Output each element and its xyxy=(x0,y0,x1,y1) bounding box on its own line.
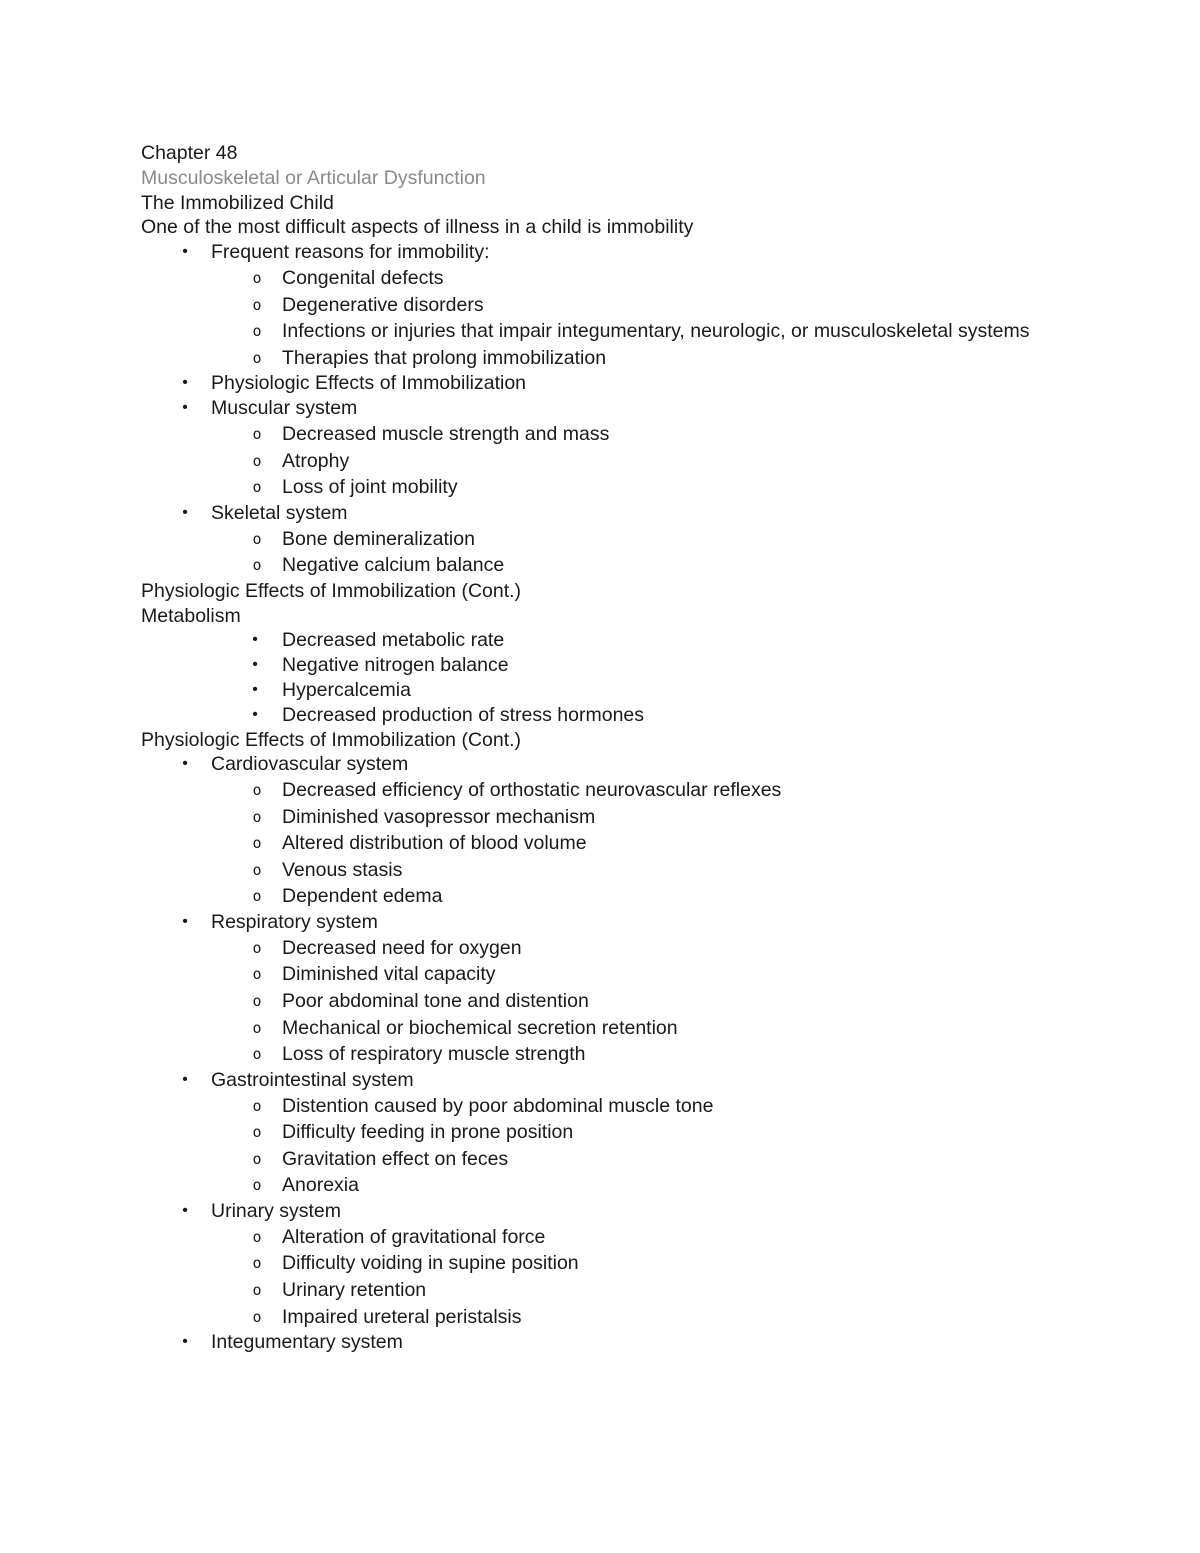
bullet-item xyxy=(141,501,1101,526)
sub-bullet-glyph: o xyxy=(252,322,262,341)
sub-bullet-item xyxy=(141,318,1101,345)
sub-bullet-glyph: o xyxy=(252,1018,262,1037)
sub-bullet-glyph: o xyxy=(252,348,262,367)
bullet-text: Integumentary system xyxy=(211,1331,403,1354)
sub-bullet-item xyxy=(141,1277,1101,1304)
sub-bullet-glyph: o xyxy=(252,451,262,470)
sub-bullet-glyph: o xyxy=(252,424,262,443)
sub-bullet-glyph: o xyxy=(252,965,262,984)
section-subheading: Metabolism xyxy=(141,604,241,627)
sub-bullet-glyph: o xyxy=(252,938,262,957)
bullet-glyph: • xyxy=(182,755,188,773)
sub-bullet-text: Venous stasis xyxy=(282,858,403,881)
bullet-item xyxy=(141,1068,1101,1093)
sub-bullet-text: Alteration of gravitational force xyxy=(282,1225,546,1248)
bullet-text: Urinary system xyxy=(211,1200,342,1222)
sub-bullet-glyph: o xyxy=(252,807,262,826)
sub-bullet-item xyxy=(141,421,1101,448)
bullet-glyph: • xyxy=(182,1333,188,1351)
sub-bullet-item xyxy=(141,935,1101,962)
bullet-text: Decreased metabolic rate xyxy=(282,629,505,652)
sub-bullet-item xyxy=(141,448,1101,475)
sub-bullet-glyph: o xyxy=(252,1307,262,1326)
sub-bullet-item xyxy=(141,1041,1101,1068)
sub-bullet-text: Decreased muscle strength and mass xyxy=(282,422,610,445)
sub-bullet-item xyxy=(141,883,1101,910)
sub-bullet-text: Bone demineralization xyxy=(282,527,475,550)
bullet-item xyxy=(141,678,1101,703)
sub-bullet-glyph: o xyxy=(252,781,262,800)
bullet-item xyxy=(141,628,1101,653)
bullet-item xyxy=(141,910,1101,935)
sub-bullet-text: Diminished vital capacity xyxy=(282,963,496,986)
sub-bullet-item xyxy=(141,857,1101,884)
sub-bullet-text: Congenital defects xyxy=(282,266,444,289)
sub-bullet-glyph: o xyxy=(252,992,262,1011)
sub-bullet-item xyxy=(141,1119,1101,1146)
sub-bullet-text: Difficulty voiding in supine position xyxy=(282,1252,579,1275)
sub-bullet-item xyxy=(141,830,1101,857)
sub-bullet-glyph: o xyxy=(252,1227,262,1246)
bullet-text: Respiratory system xyxy=(211,911,378,934)
sub-bullet-item xyxy=(141,1224,1101,1251)
sub-bullet-glyph: o xyxy=(252,1123,262,1142)
sub-bullet-glyph: o xyxy=(252,1254,262,1273)
bullet-text: Cardiovascular system xyxy=(211,753,409,776)
bullet-text: Decreased production of stress hormones xyxy=(282,703,645,726)
sub-bullet-glyph: o xyxy=(252,1176,262,1195)
bullet-text: Hypercalcemia xyxy=(282,678,411,701)
sub-bullet-text: Impaired ureteral peristalsis xyxy=(282,1305,522,1328)
sub-bullet-glyph: o xyxy=(252,834,262,853)
sub-bullet-glyph: o xyxy=(252,860,262,879)
sub-bullet-text: Distention caused by poor abdominal muscle tone xyxy=(282,1094,714,1117)
sub-bullet-item xyxy=(141,804,1101,831)
bullet-glyph: • xyxy=(252,631,258,649)
bullet-glyph: • xyxy=(182,399,188,417)
sub-bullet-text: Degenerative disorders xyxy=(282,293,484,316)
section-heading: Physiologic Effects of Immobilization (Cont.) xyxy=(141,728,522,751)
sub-bullet-glyph: o xyxy=(252,478,262,497)
bullet-glyph: • xyxy=(182,503,188,521)
bullet-glyph: • xyxy=(182,243,188,261)
intro-text: One of the most difficult aspects of illness in a child is immobility xyxy=(141,216,694,239)
document-page xyxy=(141,141,1101,1355)
sub-bullet-text: Anorexia xyxy=(282,1174,359,1197)
sub-bullet-text: Negative calcium balance xyxy=(282,554,505,577)
sub-bullet-text: Difficulty feeding in prone position xyxy=(282,1121,574,1144)
bullet-item xyxy=(141,240,1101,265)
sub-bullet-item xyxy=(141,1304,1101,1331)
bullet-text: Negative nitrogen balance xyxy=(282,654,509,677)
sub-bullet-item xyxy=(141,1015,1101,1042)
sub-bullet-text: Diminished vasopressor mechanism xyxy=(282,805,596,828)
bullet-item xyxy=(141,396,1101,421)
chapter-heading: Chapter 48 xyxy=(141,142,238,164)
sub-bullet-text: Decreased need for oxygen xyxy=(282,936,522,959)
sub-bullet-text: Infections or injuries that impair integumentary, neurologic, or musculoskeletal systems xyxy=(282,320,1030,343)
bullet-text: Frequent reasons for immobility: xyxy=(211,241,490,264)
bullet-glyph: • xyxy=(182,1202,188,1219)
bullet-glyph: • xyxy=(252,705,258,723)
sub-bullet-item xyxy=(141,345,1101,372)
sub-bullet-text: Gravitation effect on feces xyxy=(282,1147,509,1170)
sub-bullet-item xyxy=(141,1172,1101,1199)
bullet-text: Skeletal system xyxy=(211,501,348,524)
sub-bullet-text: Decreased efficiency of orthostatic neurovascular reflexes xyxy=(282,779,782,802)
sub-bullet-glyph: o xyxy=(252,1096,262,1115)
sub-bullet-glyph: o xyxy=(252,887,262,906)
bullet-item xyxy=(141,752,1101,777)
sub-bullet-item xyxy=(141,265,1101,292)
bullet-item xyxy=(141,1199,1101,1224)
sub-bullet-glyph: o xyxy=(252,1045,262,1064)
sub-bullet-text: Loss of respiratory muscle strength xyxy=(282,1043,586,1066)
bullet-item xyxy=(141,1330,1101,1355)
sub-bullet-item xyxy=(141,777,1101,804)
sub-bullet-item xyxy=(141,1146,1101,1173)
sub-bullet-glyph: o xyxy=(252,529,262,548)
sub-bullet-text: Mechanical or biochemical secretion retention xyxy=(282,1016,678,1039)
sub-bullet-item xyxy=(141,552,1101,579)
sub-bullet-text: Poor abdominal tone and distention xyxy=(282,990,589,1013)
bullet-glyph: • xyxy=(182,913,188,931)
section-title: The Immobilized Child xyxy=(141,191,334,214)
sub-bullet-text: Altered distribution of blood volume xyxy=(282,832,587,855)
sub-bullet-glyph: o xyxy=(252,268,262,287)
section-heading: Physiologic Effects of Immobilization (Cont.) xyxy=(141,579,522,602)
bullet-text: Physiologic Effects of Immobilization xyxy=(211,372,527,395)
bullet-item xyxy=(141,653,1101,678)
sub-bullet-item xyxy=(141,474,1101,501)
sub-bullet-text: Atrophy xyxy=(282,449,350,472)
bullet-glyph: • xyxy=(252,680,258,698)
sub-bullet-text: Urinary retention xyxy=(282,1278,427,1301)
bullet-glyph: • xyxy=(182,374,188,392)
bullet-text: Gastrointestinal system xyxy=(211,1068,414,1091)
bullet-item xyxy=(141,371,1101,396)
sub-bullet-glyph: o xyxy=(252,1280,262,1299)
sub-bullet-glyph: o xyxy=(252,556,262,575)
sub-bullet-item xyxy=(141,988,1101,1015)
sub-bullet-item xyxy=(141,1250,1101,1277)
bullet-glyph: • xyxy=(182,1070,188,1088)
sub-bullet-text: Loss of joint mobility xyxy=(282,476,458,499)
sub-bullet-item xyxy=(141,526,1101,553)
sub-bullet-glyph: o xyxy=(252,1149,262,1168)
sub-bullet-glyph: o xyxy=(252,295,262,314)
sub-bullet-text: Dependent edema xyxy=(282,885,443,908)
sub-bullet-item xyxy=(141,961,1101,988)
sub-bullet-text: Therapies that prolong immobilization xyxy=(282,346,607,369)
chapter-subtitle: Musculoskeletal or Articular Dysfunction xyxy=(141,166,486,189)
bullet-glyph: • xyxy=(252,656,258,674)
sub-bullet-item xyxy=(141,292,1101,319)
sub-bullet-item xyxy=(141,1093,1101,1120)
bullet-text: Muscular system xyxy=(211,397,358,420)
bullet-item xyxy=(141,703,1101,728)
